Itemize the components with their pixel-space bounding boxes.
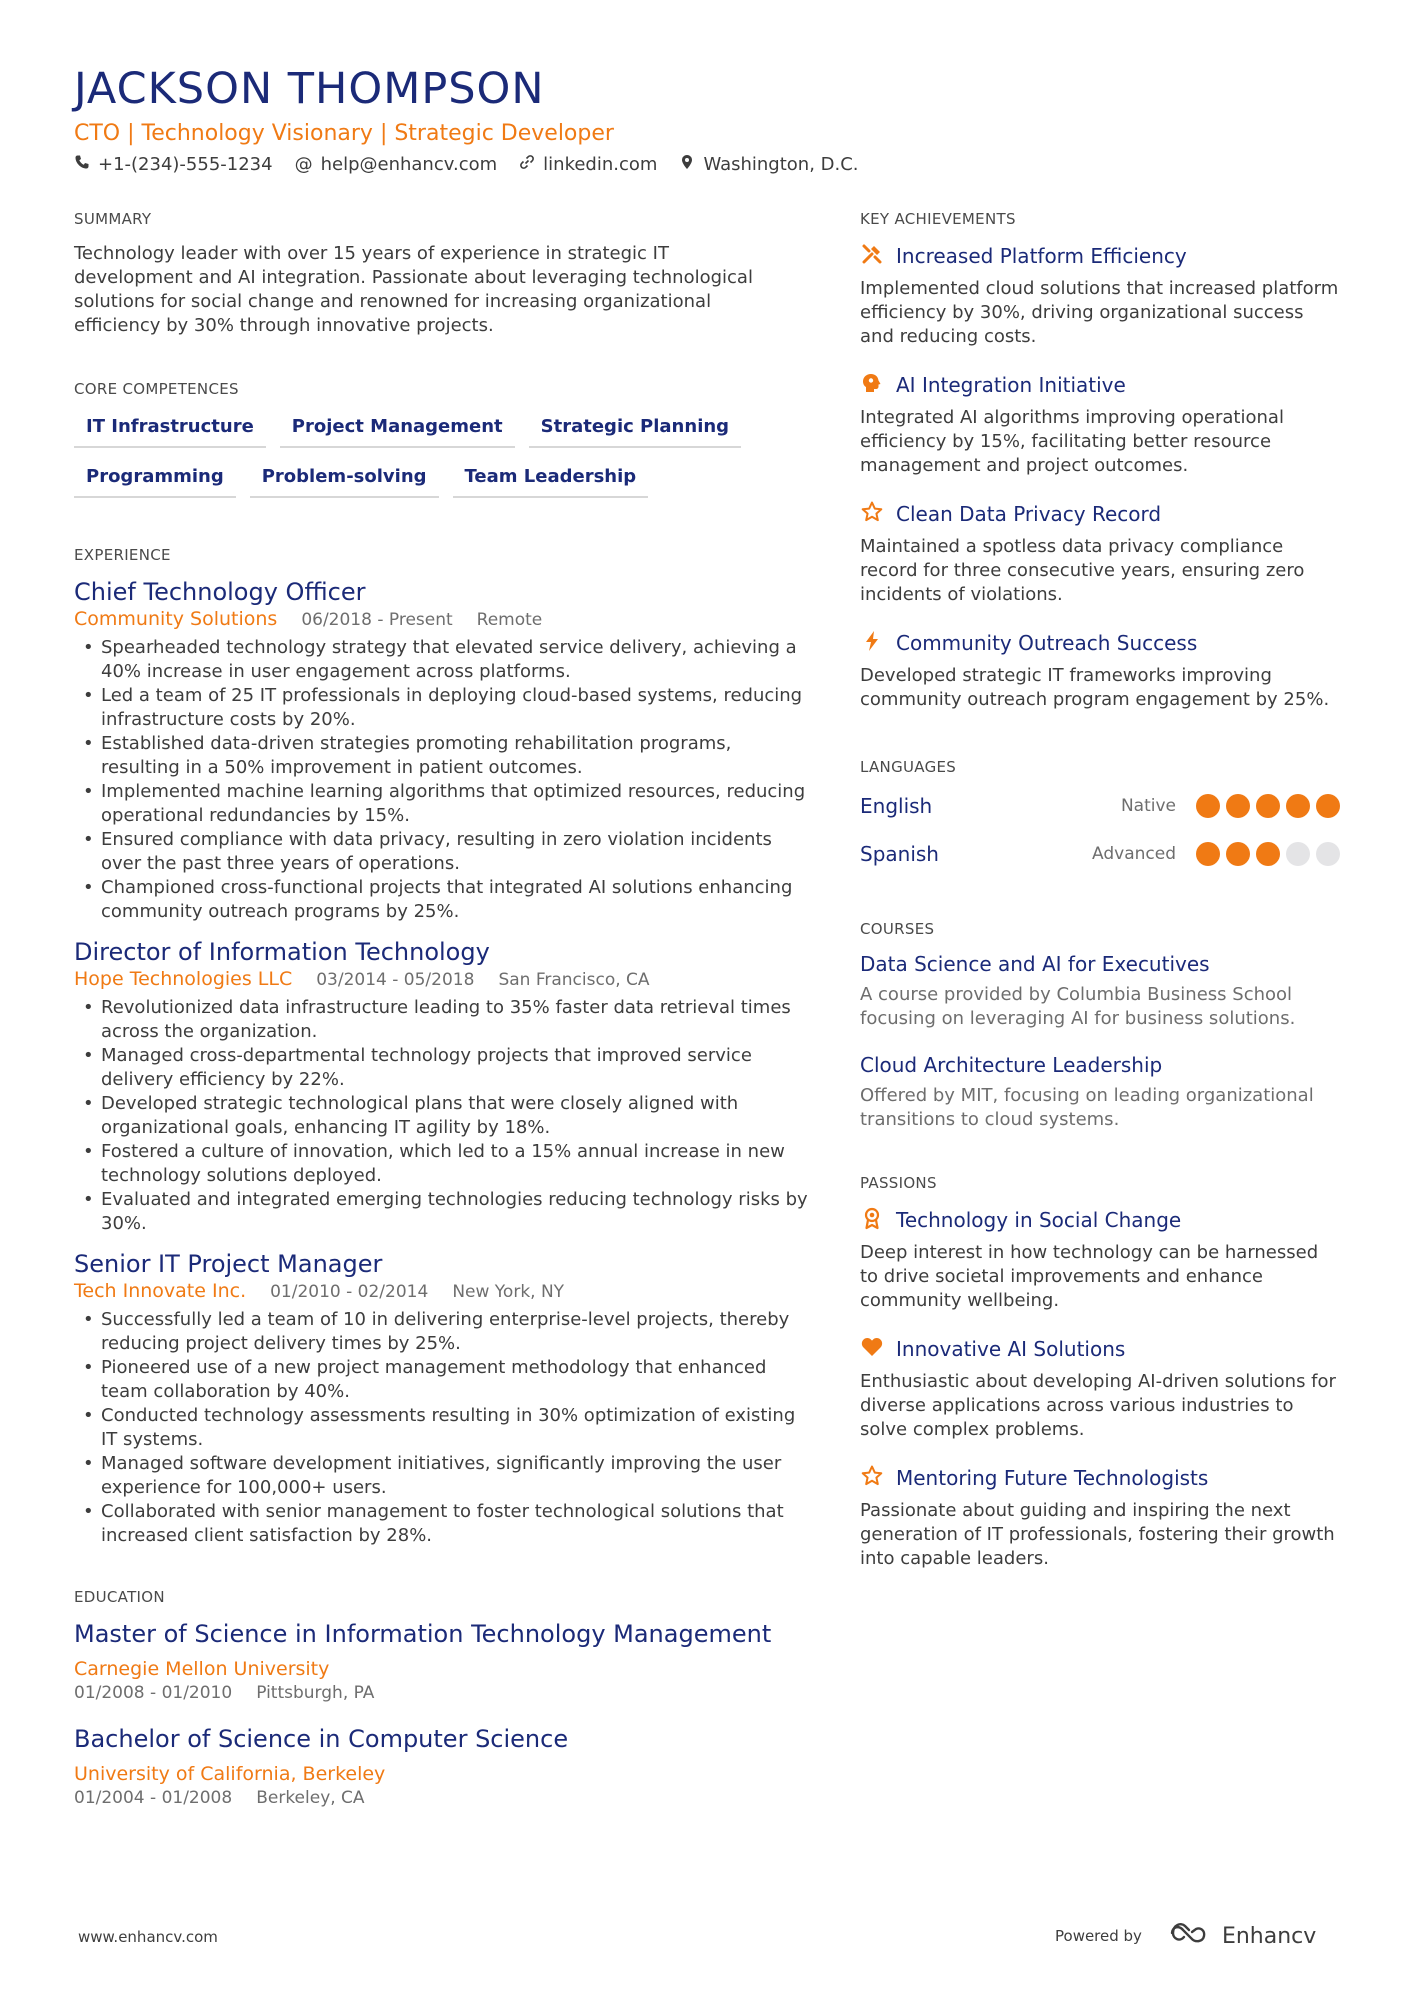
achievement-desc: Implemented cloud solutions that increased platform efficiency by 30%, driving organizational success and reducing costs. <box>860 278 1339 347</box>
rating-dot <box>1196 842 1220 866</box>
achievement-title: Community Outreach Success <box>896 631 1198 655</box>
skill-tag: Problem-solving <box>250 462 439 498</box>
job-company: Community Solutions <box>74 608 278 630</box>
award-icon <box>860 1206 884 1234</box>
language-level: Native <box>1120 796 1176 816</box>
job-bullet: • Ensured compliance with data privacy, resulting in zero violation incidents over the past three years of operations. <box>74 828 814 876</box>
candidate-name: JACKSON THOMPSON <box>74 64 545 114</box>
enhancv-logo[interactable] <box>1168 1920 1316 1952</box>
footer-website[interactable]: www.enhancv.com <box>78 1928 218 1946</box>
achievement-title: Increased Platform Efficiency <box>896 244 1187 268</box>
rating-dot <box>1226 842 1250 866</box>
courses-heading: COURSES <box>860 920 935 938</box>
skill-tag: Team Leadership <box>453 462 649 498</box>
job-bullet: • Successfully led a team of 10 in delivering enterprise-level projects, thereby reducing project delivery times by 25%. <box>74 1308 814 1356</box>
achievement-item <box>860 242 1340 349</box>
rating-dot <box>1226 794 1250 818</box>
linkedin-text: linkedin.com <box>543 154 658 175</box>
skill-tag: Project Management <box>280 412 515 448</box>
education-location: Berkeley, CA <box>256 1788 365 1808</box>
infinity-logo-icon <box>1168 1920 1214 1952</box>
education-entry <box>74 1725 814 1808</box>
star-icon <box>860 1464 884 1492</box>
job-bullets <box>74 1308 814 1548</box>
job-bullet: • Evaluated and integrated emerging technologies reducing technology risks by 30%. <box>74 1188 814 1236</box>
lightning-icon <box>860 629 884 657</box>
job-entry <box>74 938 814 1236</box>
job-meta <box>74 968 814 990</box>
link-icon <box>519 154 535 175</box>
passion-title: Technology in Social Change <box>896 1208 1182 1232</box>
contact-linkedin[interactable] <box>519 154 657 175</box>
course-item <box>860 1053 1340 1132</box>
footer-branding <box>1055 1920 1316 1952</box>
at-icon: @ <box>294 154 313 175</box>
job-entry <box>74 578 814 924</box>
location-text: Washington, D.C. <box>703 154 859 175</box>
education-meta <box>74 1683 814 1703</box>
education-meta <box>74 1788 814 1808</box>
brand-name: Enhancv <box>1221 1923 1317 1949</box>
achievement-item <box>860 371 1340 478</box>
achievement-item <box>860 500 1340 607</box>
rating-dot <box>1286 794 1310 818</box>
rating-dot <box>1316 794 1340 818</box>
school-name: University of California, Berkeley <box>74 1763 386 1785</box>
contact-email[interactable] <box>295 154 498 175</box>
tools-icon <box>860 242 884 270</box>
job-bullet: • Spearheaded technology strategy that elevated service delivery, achieving a 40% increase in user engagement across platforms. <box>74 636 814 684</box>
achievements-heading: KEY ACHIEVEMENTS <box>860 210 1016 228</box>
experience-heading: EXPERIENCE <box>74 546 171 564</box>
experience-section <box>74 546 814 1548</box>
job-bullet: • Conducted technology assessments resulting in 30% optimization of existing IT systems. <box>74 1404 814 1452</box>
job-bullet: • Collaborated with senior management to foster technological solutions that increased client satisfaction by 28%. <box>74 1500 814 1548</box>
education-dates: 01/2004 - 01/2008 <box>74 1788 233 1808</box>
education-heading: EDUCATION <box>74 1588 165 1606</box>
location-pin-icon <box>679 154 695 175</box>
passions-heading: PASSIONS <box>860 1174 937 1192</box>
achievement-desc: Maintained a spotless data privacy compliance record for three consecutive years, ensuring zero incidents of violations. <box>860 536 1305 605</box>
language-rating <box>1196 794 1340 818</box>
job-bullet: • Managed software development initiatives, significantly improving the user experience for 100,000+ users. <box>74 1452 814 1500</box>
job-dates: 01/2010 - 02/2014 <box>270 1282 429 1302</box>
skill-tag: IT Infrastructure <box>74 412 266 448</box>
skills-list <box>74 412 774 498</box>
course-desc: A course provided by Columbia Business School focusing on leveraging AI for business solutions. <box>860 984 1296 1029</box>
job-location: San Francisco, CA <box>498 970 650 990</box>
passion-title: Innovative AI Solutions <box>896 1337 1126 1361</box>
contact-phone[interactable] <box>74 154 273 175</box>
job-dates: 06/2018 - Present <box>301 610 453 630</box>
course-title: Cloud Architecture Leadership <box>860 1053 1163 1077</box>
degree-title: Master of Science in Information Technology Management <box>74 1620 772 1648</box>
competences-heading: CORE COMPETENCES <box>74 380 239 398</box>
education-section <box>74 1588 814 1808</box>
school-name: Carnegie Mellon University <box>74 1658 330 1680</box>
email-text: help@enhancv.com <box>320 154 498 175</box>
phone-text: +1-(234)-555-1234 <box>98 154 273 175</box>
job-bullet: • Managed cross-departmental technology projects that improved service delivery efficiency by 22%. <box>74 1044 814 1092</box>
education-dates: 01/2008 - 01/2010 <box>74 1683 233 1703</box>
job-bullet: • Revolutionized data infrastructure leading to 35% faster data retrieval times across the organization. <box>74 996 814 1044</box>
powered-by-text: Powered by <box>1055 1927 1142 1945</box>
passion-desc: Enthusiastic about developing AI-driven solutions for diverse applications across various industries to solve complex problems. <box>860 1371 1336 1440</box>
passion-item <box>860 1335 1340 1442</box>
contact-bar <box>74 154 859 175</box>
competences-section <box>74 380 814 498</box>
job-bullet: • Fostered a culture of innovation, which led to a 15% annual increase in new technology solutions deployed. <box>74 1140 814 1188</box>
rating-dot <box>1256 842 1280 866</box>
language-level: Advanced <box>1092 844 1176 864</box>
language-name: Spanish <box>860 842 939 866</box>
achievement-desc: Integrated AI algorithms improving operational efficiency by 15%, facilitating better resource management and project outcomes. <box>860 407 1284 476</box>
skill-tag: Programming <box>74 462 236 498</box>
passion-desc: Passionate about guiding and inspiring the next generation of IT professionals, fostering their growth into capable leaders. <box>860 1500 1335 1569</box>
language-rating <box>1196 842 1340 866</box>
job-bullet: • Led a team of 25 IT professionals in deploying cloud-based systems, reducing infrastructure costs by 20%. <box>74 684 814 732</box>
courses-section <box>860 920 1340 1132</box>
brain-icon <box>860 371 884 399</box>
job-title: Director of Information Technology <box>74 938 490 966</box>
languages-section <box>860 758 1340 878</box>
course-item <box>860 952 1340 1031</box>
passion-title: Mentoring Future Technologists <box>896 1466 1209 1490</box>
job-location: New York, NY <box>452 1282 565 1302</box>
left-column <box>74 210 814 1808</box>
summary-section <box>74 210 814 338</box>
passions-section <box>860 1174 1340 1571</box>
rating-dot <box>1286 842 1310 866</box>
achievement-desc: Developed strategic IT frameworks improving community outreach program engagement by 25%. <box>860 665 1330 710</box>
phone-icon <box>74 154 90 175</box>
job-entry <box>74 1250 814 1548</box>
heart-icon <box>860 1335 884 1363</box>
languages-heading: LANGUAGES <box>860 758 957 776</box>
job-bullets <box>74 636 814 924</box>
course-desc: Offered by MIT, focusing on leading organizational transitions to cloud systems. <box>860 1085 1314 1130</box>
degree-title: Bachelor of Science in Computer Science <box>74 1725 569 1753</box>
job-company: Hope Technologies LLC <box>74 968 293 990</box>
job-title: Chief Technology Officer <box>74 578 366 606</box>
job-bullets <box>74 996 814 1236</box>
contact-location <box>679 154 858 175</box>
achievement-item <box>860 629 1340 712</box>
job-meta <box>74 1280 814 1302</box>
job-bullet: • Implemented machine learning algorithms that optimized resources, reducing operational redundancies by 15%. <box>74 780 814 828</box>
rating-dot <box>1256 794 1280 818</box>
education-entry <box>74 1620 814 1703</box>
rating-dot <box>1316 842 1340 866</box>
job-bullet: • Pioneered use of a new project management methodology that enhanced team collaboration by 40%. <box>74 1356 814 1404</box>
job-bullet: • Championed cross-functional projects that integrated AI solutions enhancing community outreach programs by 25%. <box>74 876 814 924</box>
rating-dot <box>1196 794 1220 818</box>
course-title: Data Science and AI for Executives <box>860 952 1210 976</box>
job-title: Senior IT Project Manager <box>74 1250 383 1278</box>
achievement-title: AI Integration Initiative <box>896 373 1126 397</box>
job-location: Remote <box>476 610 543 630</box>
skill-tag: Strategic Planning <box>529 412 741 448</box>
job-bullet: • Established data-driven strategies promoting rehabilitation programs, resulting in a 50% improvement in patient outcomes. <box>74 732 814 780</box>
language-name: English <box>860 794 933 818</box>
passion-desc: Deep interest in how technology can be harnessed to drive societal improvements and enhance community wellbeing. <box>860 1242 1319 1311</box>
job-company: Tech Innovate Inc. <box>74 1280 247 1302</box>
passion-item <box>860 1206 1340 1313</box>
achievements-section <box>860 210 1340 712</box>
passion-item <box>860 1464 1340 1571</box>
job-meta <box>74 608 814 630</box>
job-dates: 03/2014 - 05/2018 <box>316 970 475 990</box>
summary-heading: SUMMARY <box>74 210 152 228</box>
education-location: Pittsburgh, PA <box>256 1683 375 1703</box>
summary-text: Technology leader with over 15 years of experience in strategic IT development and AI integration. Passionate about leveraging technological solutions for social change and renowned for increasing organizational efficiency by 30% through innovative projects. <box>74 243 753 336</box>
right-column <box>860 210 1340 1571</box>
language-row <box>860 782 1340 830</box>
language-row <box>860 830 1340 878</box>
candidate-subtitle: CTO | Technology Visionary | Strategic Developer <box>74 121 614 146</box>
achievement-title: Clean Data Privacy Record <box>896 502 1162 526</box>
job-bullet: • Developed strategic technological plans that were closely aligned with organizational goals, enhancing IT agility by 18%. <box>74 1092 814 1140</box>
star-icon <box>860 500 884 528</box>
